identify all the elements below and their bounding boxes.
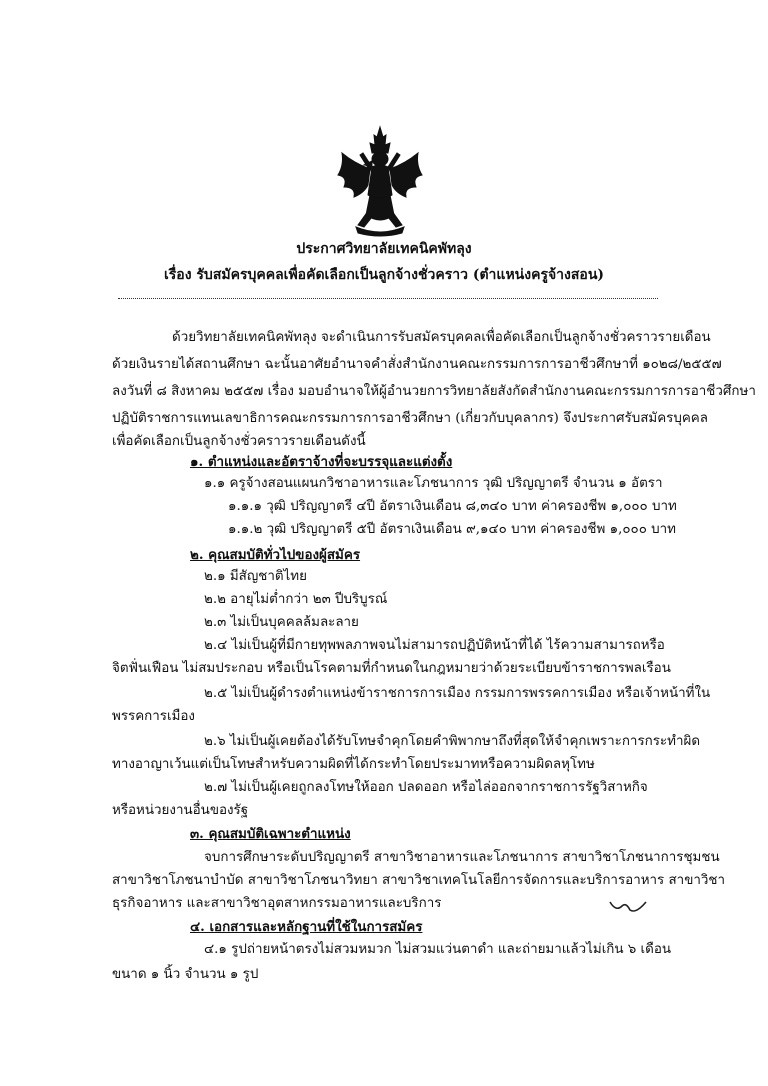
section-2-5: ๒.๕ ไม่เป็นผู้ดำรงตำแหน่งข้าราชการการเมือง กรรมการพรรคการเมือง หรือเจ้าหน้าที่ใน [204, 686, 711, 701]
section-3-text: สาขาวิชาโภชนาบำบัด สาขาวิชาโภชนาวิทยา สาขาวิชาเทคโนโลยีการจัดการและบริการอาหาร สาขาวิชา [112, 873, 725, 888]
section-2-6: ๒.๖ ไม่เป็นผู้เคยต้องได้รับโทษจำคุกโดยคำพิพากษาถึงที่สุดให้จำคุกเพราะการกระทำผิด [204, 734, 701, 749]
section-1-1-1: ๑.๑.๑ วุฒิ ปริญญาตรี ๔ปี อัตราเงินเดือน ๘,๓๔๐ บาท ค่าครองชีพ ๑,๐๐๐ บาท [228, 499, 677, 514]
section-1-1-2: ๑.๑.๒ วุฒิ ปริญญาตรี ๕ปี อัตราเงินเดือน ๙,๑๔๐ บาท ค่าครองชีพ ๑,๐๐๐ บาท [228, 522, 676, 537]
intro-line: ปฏิบัติราชการแทนเลขาธิการคณะกรรมการการอาชีวศึกษา (เกี่ยวกับบุคลากร) จึงประกาศรับสมัครบุคคล [112, 411, 708, 426]
intro-line: ด้วยวิทยาลัยเทคนิคพัทลุง จะดำเนินการรับสมัครบุคคลเพื่อคัดเลือกเป็นลูกจ้างชั่วคราวรายเดือน [172, 330, 711, 345]
section-2-1: ๒.๑ มีสัญชาติไทย [204, 569, 307, 584]
section-2-7: ๒.๗ ไม่เป็นผู้เคยถูกลงโทษให้ออก ปลดออก หรือไล่ออกจากราชการรัฐวิสาหกิจ [204, 780, 648, 795]
section-2-6-cont: ทางอาญาเว้นแต่เป็นโทษสำหรับความผิดที่ได้กระทำโดยประมาทหรือความผิดลหุโทษ [112, 757, 595, 772]
garuda-emblem [334, 125, 426, 237]
section-3-text: ธุรกิจอาหาร และสาขาวิชาอุตสาหกรรมอาหารและบริการ [112, 896, 442, 911]
section-3-heading: ๓. คุณสมบัติเฉพาะตำแหน่ง [190, 826, 351, 842]
intro-line: เพื่อคัดเลือกเป็นลูกจ้างชั่วคราวรายเดือนดังนี้ [112, 434, 366, 449]
section-4-heading: ๔. เอกสารและหลักฐานที่ใช้ในการสมัคร [190, 919, 423, 935]
intro-line: ด้วยเงินรายได้สถานศึกษา ฉะนั้นอาศัยอำนาจคำสั่งสำนักงานคณะกรรมการการอาชีวศึกษาที่ ๑๐๒๘/๒๕๕๗ [112, 357, 722, 372]
document-subject: เรื่อง รับสมัครบุคคลเพื่อคัดเลือกเป็นลูกจ้างชั่วคราว (ตำแหน่งครูจ้างสอน) [163, 267, 605, 283]
section-2-5-cont: พรรคการเมือง [112, 709, 195, 724]
divider-line [118, 298, 658, 299]
signature-mark [608, 898, 648, 918]
section-2-4-cont: จิตฟั่นเฟือน ไม่สมประกอบ หรือเป็นโรคตามที่กำหนดในกฎหมายว่าด้วยระเบียบข้าราชการพลเรือน [112, 661, 671, 676]
section-2-7-cont: หรือหน่วยงานอื่นของรัฐ [112, 803, 249, 818]
section-3-text: จบการศึกษาระดับปริญญาตรี สาขาวิชาอาหารและโภชนาการ สาขาวิชาโภชนาการชุมชน [204, 850, 720, 865]
section-1-heading: ๑. ตำแหน่งและอัตราจ้างที่จะบรรจุและแต่งตั้ง [190, 454, 453, 470]
section-2-4: ๒.๔ ไม่เป็นผู้ที่มีกายทุพพลภาพจนไม่สามารถปฏิบัติหน้าที่ได้ ไร้ความสามารถหรือ [204, 638, 665, 653]
section-2-3: ๒.๓ ไม่เป็นบุคคลล้มละลาย [204, 615, 359, 630]
section-2-heading: ๒. คุณสมบัติทั่วไปของผู้สมัคร [190, 547, 361, 563]
section-2-2: ๒.๒ อายุไม่ต่ำกว่า ๒๓ ปีบริบูรณ์ [204, 592, 388, 607]
section-4-1-cont: ขนาด ๑ นิ้ว จำนวน ๑ รูป [112, 967, 259, 982]
document-title: ประกาศวิทยาลัยเทคนิคพัทลุง [296, 241, 472, 257]
section-1-1: ๑.๑ ครูจ้างสอนแผนกวิชาอาหารและโภชนาการ วุฒิ ปริญญาตรี จำนวน ๑ อัตรา [204, 476, 663, 491]
intro-line: ลงวันที่ ๘ สิงหาคม ๒๕๕๗ เรื่อง มอบอำนาจให้ผู้อำนวยการวิทยาลัยสังกัดสำนักงานคณะกรรมการการอาชีวศึกษา [112, 384, 756, 399]
section-4-1: ๔.๑ รูปถ่ายหน้าตรงไม่สวมหมวก ไม่สวมแว่นตาดำ และถ่ายมาแล้วไม่เกิน ๖ เดือน [204, 942, 672, 957]
